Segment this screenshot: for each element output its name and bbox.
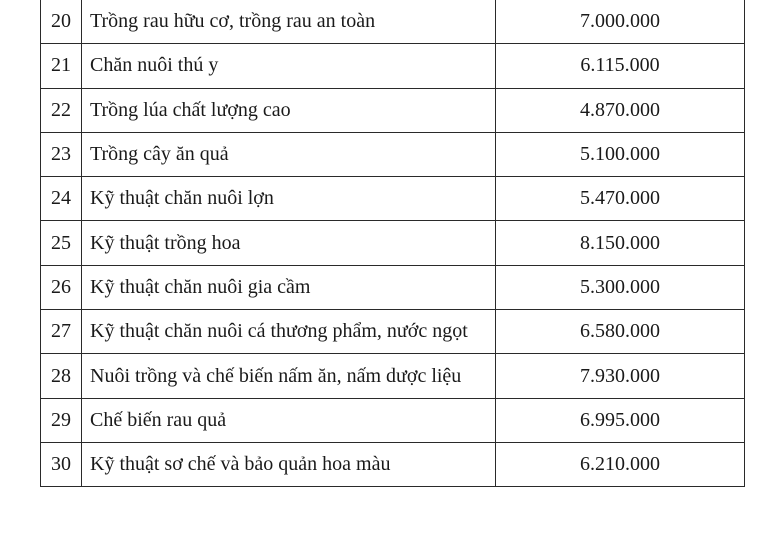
course-name: Trồng rau hữu cơ, trồng rau an toàn <box>82 0 496 44</box>
row-number: 22 <box>41 88 82 132</box>
table-row <box>41 354 745 398</box>
course-amount: 5.300.000 <box>496 265 745 309</box>
course-name: Chế biến rau quả <box>82 398 496 442</box>
row-number: 29 <box>41 398 82 442</box>
row-number: 28 <box>41 354 82 398</box>
table-row <box>41 221 745 265</box>
course-amount: 5.100.000 <box>496 132 745 176</box>
course-amount: 6.995.000 <box>496 398 745 442</box>
row-number: 26 <box>41 265 82 309</box>
row-number: 20 <box>41 0 82 44</box>
table-row <box>41 177 745 221</box>
table-row <box>41 310 745 354</box>
table-row <box>41 88 745 132</box>
row-number: 27 <box>41 310 82 354</box>
course-amount: 7.000.000 <box>496 0 745 44</box>
course-amount: 6.210.000 <box>496 442 745 486</box>
table-row <box>41 0 745 44</box>
course-name: Trồng lúa chất lượng cao <box>82 88 496 132</box>
course-name: Kỹ thuật chăn nuôi lợn <box>82 177 496 221</box>
course-name: Kỹ thuật trồng hoa <box>82 221 496 265</box>
course-amount: 5.470.000 <box>496 177 745 221</box>
course-name: Kỹ thuật chăn nuôi gia cầm <box>82 265 496 309</box>
training-cost-table <box>40 0 745 487</box>
table-row <box>41 44 745 88</box>
row-number: 23 <box>41 132 82 176</box>
course-amount: 7.930.000 <box>496 354 745 398</box>
course-name: Kỹ thuật chăn nuôi cá thương phẩm, nước ngọt <box>82 310 496 354</box>
row-number: 30 <box>41 442 82 486</box>
row-number: 24 <box>41 177 82 221</box>
table-row <box>41 398 745 442</box>
course-amount: 6.115.000 <box>496 44 745 88</box>
table-row <box>41 132 745 176</box>
course-name: Trồng cây ăn quả <box>82 132 496 176</box>
row-number: 25 <box>41 221 82 265</box>
course-name: Chăn nuôi thú y <box>82 44 496 88</box>
course-name: Kỹ thuật sơ chế và bảo quản hoa màu <box>82 442 496 486</box>
table-row <box>41 265 745 309</box>
course-amount: 6.580.000 <box>496 310 745 354</box>
row-number: 21 <box>41 44 82 88</box>
course-amount: 4.870.000 <box>496 88 745 132</box>
table-row <box>41 442 745 486</box>
course-name: Nuôi trồng và chế biến nấm ăn, nấm dược liệu <box>82 354 496 398</box>
course-amount: 8.150.000 <box>496 221 745 265</box>
